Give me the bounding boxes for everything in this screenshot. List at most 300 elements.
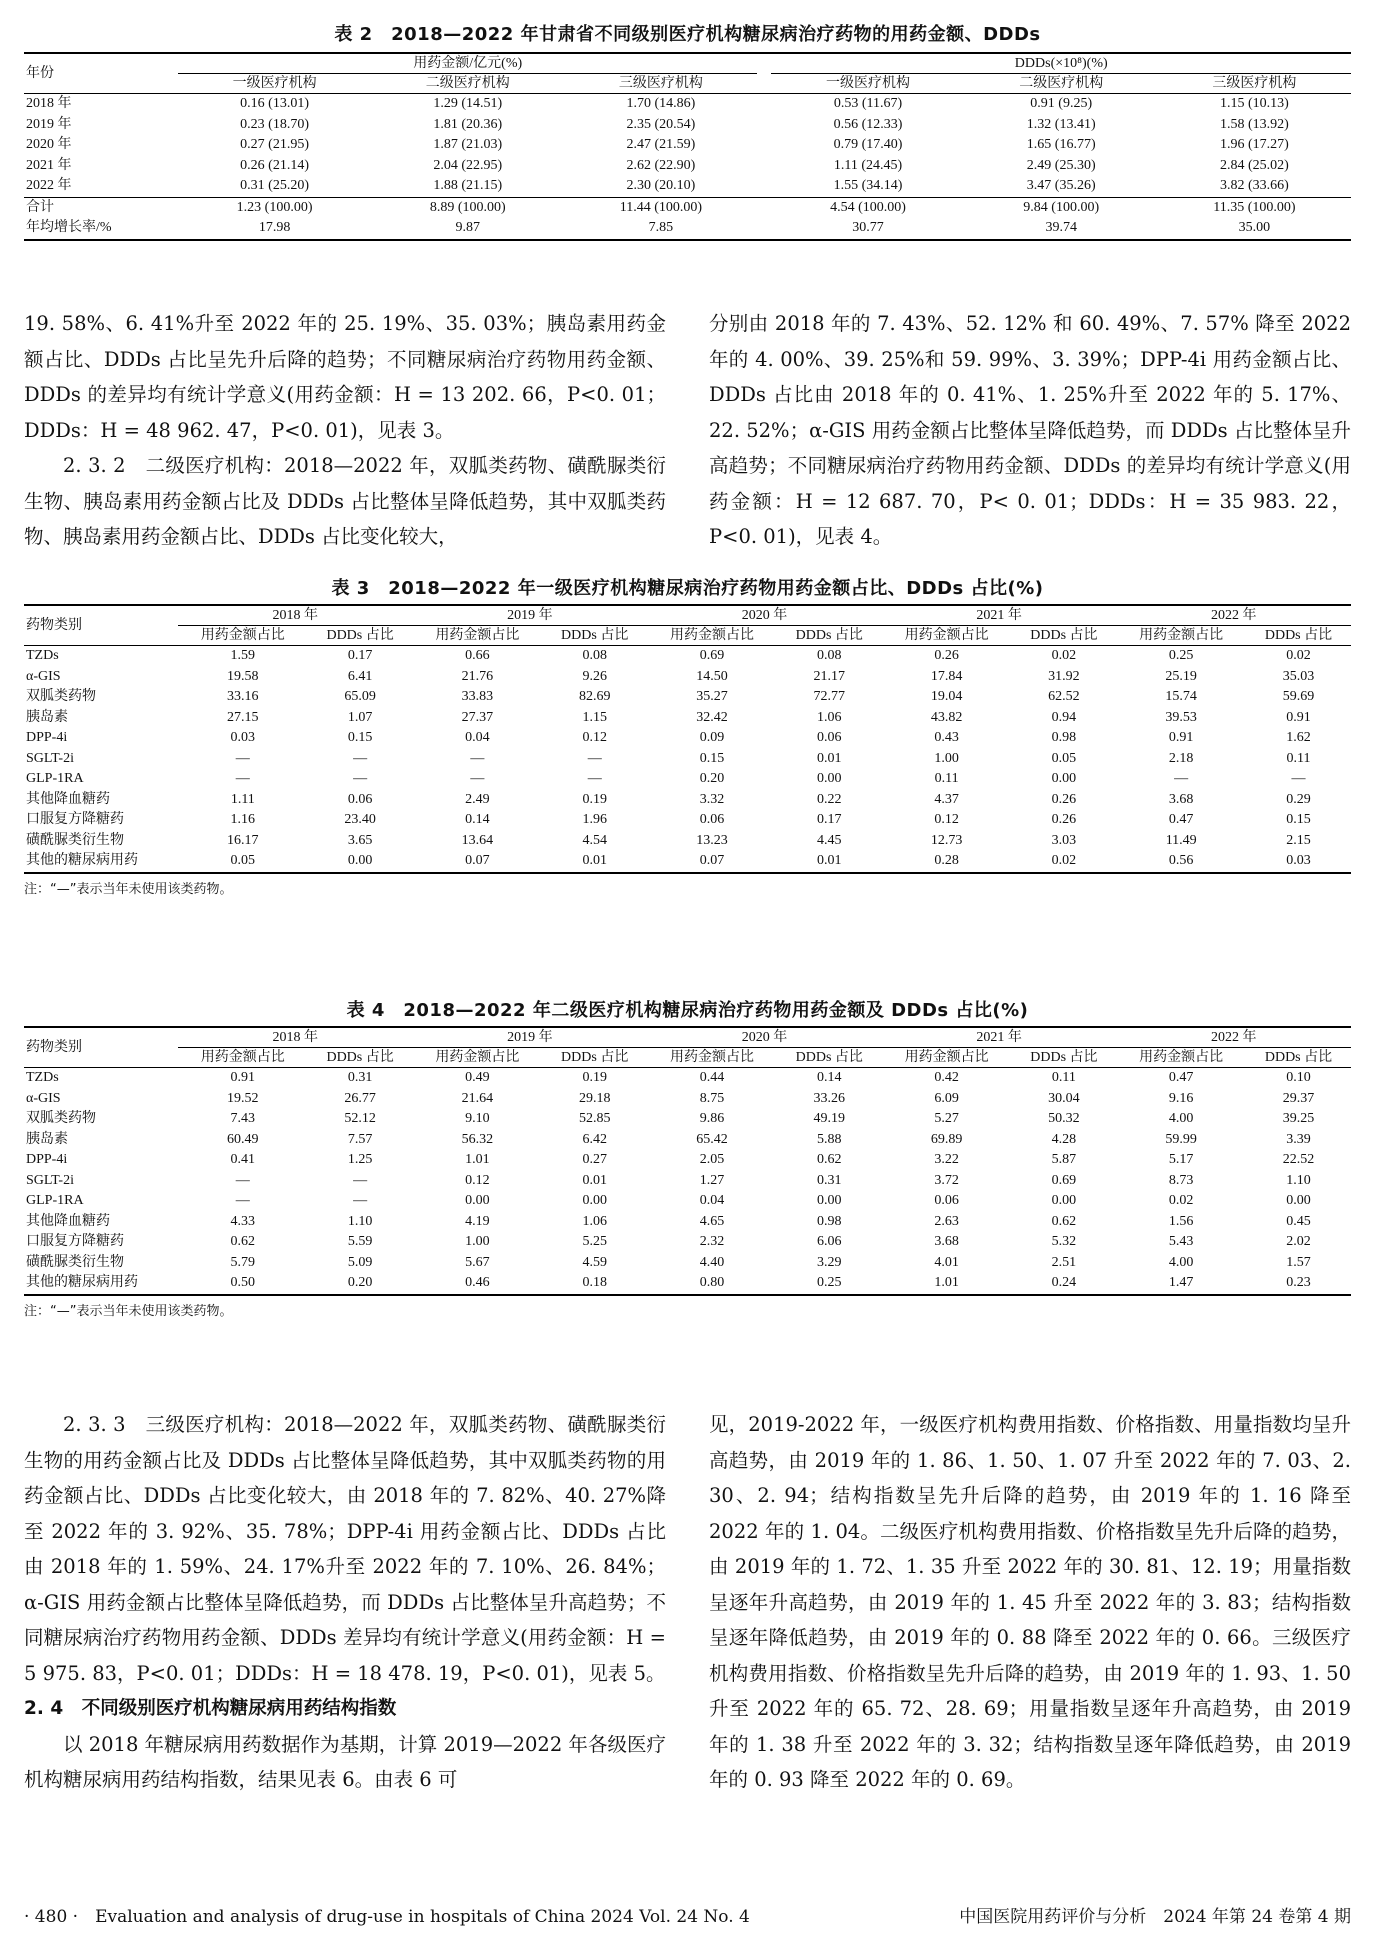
row-label: α-GIS — [26, 668, 61, 684]
table-cell: 1.81 (20.36) — [433, 116, 503, 132]
table-cell: 30.77 — [771, 218, 964, 240]
row-label: 双胍类药物 — [26, 689, 96, 704]
table4-sub-ddds: DDDs 占比 — [308, 1048, 413, 1068]
table-cell: — — [470, 771, 485, 786]
table-cell: 0.19 — [582, 1070, 607, 1085]
table-cell: 13.23 — [696, 832, 728, 848]
text-block-2-right — [709, 1407, 1351, 1798]
text-block-2-left — [24, 1407, 666, 1798]
table-cell: 31.92 — [1048, 668, 1080, 684]
table-3-caption: 表 3 2018—2022 年一级医疗机构糖尿病治疗药物用药金额占比、DDDs 占比(%) — [331, 578, 1044, 599]
paragraph: 见，2019-2022 年，一级医疗机构费用指数、价格指数、用量指数均呈升高趋势，由 2019 年的 1. 86、1. 50、1. 07 升至 2022 年的 7. 03、2. 30、2. 94；结构指数呈先升后降的趋势，由 2019 年的 1. 16 降至 2022 年的 1. 04。二级医疗机构费用指数、价格指数呈先升后降的趋势，由 2019 年的 1. 72、1. 35 升至 2022 年的 30. 81、12. 19；用量指数呈逐年升高趋势，由 2019 年的 1. 45 升至 2022 年的 3. 83；结构指数呈逐年降低趋势，由 2019 年的 0. 88 降至 2022 年的 0. 66。三级医疗机构费用指数、价格指数呈先升后降的趋势，由 2019 年的 1. 93、1. 50 升至 2022 年的 65. 72、28. 69；用量指数呈逐年升高趋势，由 2019 年的 1. 38 升至 2022 年的 3. 32；结构指数呈逐年降低趋势，由 2019 年的 0. 93 降至 2022 年的 0. 69。 — [709, 1413, 1351, 1791]
table-2-subheader: 三级医疗机构 — [1158, 74, 1351, 94]
table3-year-header: 2018 年 — [178, 605, 413, 626]
table-cell: 5.59 — [347, 1234, 373, 1249]
table-cell: 4.37 — [934, 791, 959, 807]
table4-drug-header: 药物类别 — [24, 1027, 178, 1068]
table-cell: 30.04 — [1048, 1090, 1080, 1106]
table-cell: 5.88 — [817, 1131, 842, 1147]
row-label: 合计 — [24, 197, 178, 218]
table-cell: 0.29 — [1286, 791, 1311, 807]
row-label: 口服复方降糖药 — [26, 812, 124, 827]
table-cell: 2.32 — [699, 1234, 725, 1249]
table-cell: 1.29 (14.51) — [433, 96, 503, 111]
table-cell: 69.89 — [930, 1131, 963, 1147]
table-row — [24, 1068, 1351, 1089]
table-cell: 0.01 — [777, 851, 882, 873]
table-cell: 3.47 (35.26) — [1026, 178, 1096, 193]
table-cell: 0.23 (18.70) — [240, 116, 309, 132]
table-cell: 12.73 — [930, 832, 963, 848]
table-cell: 26.77 — [344, 1090, 376, 1106]
table-cell: 0.45 — [1286, 1213, 1311, 1229]
row-label: 2022 年 — [26, 178, 72, 193]
table-2-gap — [757, 115, 771, 136]
journal-page — [24, 0, 1351, 1940]
table-cell: 1.87 (21.03) — [433, 137, 503, 152]
table-cell: 27.37 — [461, 709, 494, 725]
table-row — [24, 851, 1351, 873]
table-cell: 0.42 — [934, 1070, 959, 1085]
table-cell: 1.62 — [1286, 730, 1311, 745]
table-cell: 65.42 — [696, 1131, 728, 1147]
table-cell: — — [587, 771, 602, 786]
table-cell: — — [1174, 771, 1189, 786]
table-cell: 0.01 — [542, 851, 647, 873]
table-cell: 8.75 — [699, 1090, 725, 1106]
table-cell: 33.83 — [461, 689, 494, 704]
table-cell: 0.31 — [347, 1070, 373, 1085]
table-cell: 0.04 — [465, 730, 490, 745]
table-cell: 5.32 — [1051, 1234, 1077, 1249]
table-2-caption: 表 2 2018—2022 年甘肃省不同级别医疗机构糖尿病治疗药物的用药金额、DDDs — [334, 24, 1041, 45]
table-cell: 11.49 — [1165, 832, 1197, 848]
table4-sub-ddds: DDDs 占比 — [777, 1048, 882, 1068]
table3-sub-amount: 用药金额占比 — [1116, 626, 1246, 646]
table3-drug-header: 药物类别 — [24, 605, 178, 646]
table-cell: 9.87 — [371, 218, 564, 240]
table-cell: 1.27 — [699, 1172, 725, 1188]
table-cell: 0.91 — [1168, 730, 1194, 745]
table-cell: 2.62 (22.90) — [626, 157, 696, 173]
table3-sub-ddds: DDDs 占比 — [777, 626, 882, 646]
table-cell: 2.30 (20.10) — [626, 178, 696, 193]
table-cell: 0.06 — [817, 730, 842, 745]
table-cell: — — [235, 771, 250, 786]
table-cell: 0.02 — [1011, 851, 1116, 873]
table-cell: 1.11 (24.45) — [833, 157, 903, 173]
table4-year-header: 2018 年 — [178, 1027, 413, 1048]
table-cell: 21.17 — [813, 668, 846, 684]
table-cell: 0.28 — [882, 851, 1012, 873]
table-cell: 82.69 — [578, 689, 611, 704]
table-4-note: 注：“—”表示当年未使用该类药物。 — [24, 1303, 233, 1319]
table-row — [24, 1109, 1351, 1130]
table-cell: 29.18 — [578, 1090, 611, 1106]
table-cell: 56.32 — [461, 1131, 494, 1147]
table-2-gap — [757, 156, 771, 177]
table-cell: 2.15 — [1286, 832, 1311, 848]
table-cell: 1.65 (16.77) — [1026, 137, 1096, 152]
table-cell: 0.00 — [582, 1193, 607, 1208]
table-cell: 2.51 — [1051, 1254, 1077, 1270]
table3-sub-ddds: DDDs 占比 — [1011, 626, 1116, 646]
row-label: GLP-1RA — [26, 771, 84, 786]
table-2-subheader: 二级医疗机构 — [965, 74, 1158, 94]
table-cell: 0.11 — [934, 771, 959, 786]
table-row — [24, 197, 1351, 218]
table-cell: 1.25 — [347, 1152, 373, 1167]
table4-sub-amount: 用药金额占比 — [413, 1048, 543, 1068]
table-cell: 4.19 — [465, 1213, 490, 1229]
table-4 — [24, 1026, 1351, 1296]
table4-sub-ddds: DDDs 占比 — [542, 1048, 647, 1068]
table-cell: 0.62 — [817, 1152, 842, 1167]
row-label: TZDs — [26, 648, 59, 663]
row-label: 胰岛素 — [26, 709, 68, 725]
table-cell: 6.06 — [817, 1234, 842, 1249]
table-2 — [24, 52, 1351, 241]
table-cell: 0.41 — [230, 1152, 256, 1167]
table-cell: 3.39 — [1286, 1131, 1311, 1147]
table-cell: 3.82 (33.66) — [1219, 178, 1289, 193]
table-cell: 59.99 — [1165, 1131, 1197, 1147]
table-2-subheader: 一级医疗机构 — [771, 74, 964, 94]
table-cell: 0.18 — [542, 1273, 647, 1295]
table-cell: 0.27 — [582, 1152, 607, 1167]
table-cell: 2.63 — [934, 1213, 959, 1229]
table-row — [24, 1253, 1351, 1274]
table-cell: 1.06 — [817, 709, 842, 725]
row-label: 2019 年 — [26, 116, 72, 132]
table-cell: 1.10 — [1286, 1172, 1311, 1188]
table-cell: 52.85 — [578, 1111, 611, 1126]
table-cell: 0.15 — [1286, 812, 1311, 827]
row-label: 其他的糖尿病用药 — [24, 1273, 178, 1295]
table-cell: 3.32 — [699, 791, 725, 807]
table-cell: 0.00 — [1051, 1193, 1077, 1208]
table-cell: 22.52 — [1282, 1152, 1315, 1167]
table-cell: 2.47 (21.59) — [626, 137, 696, 152]
table-row — [24, 94, 1351, 115]
table-cell: 1.07 — [347, 709, 373, 725]
table-cell: 4.54 — [582, 832, 607, 848]
table-cell: 27.15 — [227, 709, 259, 725]
table-cell: 0.04 — [699, 1193, 725, 1208]
table-2-gap — [757, 135, 771, 156]
table-row — [24, 749, 1351, 770]
table-cell: 4.59 — [582, 1254, 607, 1270]
table-cell: 0.20 — [308, 1273, 413, 1295]
table-cell: 0.01 — [582, 1172, 607, 1188]
table-cell: 4.00 — [1168, 1111, 1194, 1126]
table-row — [24, 1191, 1351, 1212]
table3-sub-amount: 用药金额占比 — [413, 626, 543, 646]
table-cell: 52.12 — [344, 1111, 376, 1126]
table-cell: 0.53 (11.67) — [833, 96, 903, 111]
table-cell: 4.40 — [699, 1254, 725, 1270]
table-cell: 0.44 — [699, 1070, 725, 1085]
table-cell: 0.14 — [465, 812, 490, 827]
table-cell: 0.14 — [817, 1070, 842, 1085]
table-cell: 8.89 (100.00) — [371, 197, 564, 218]
table-row — [24, 1130, 1351, 1151]
table-cell: 0.56 (12.33) — [833, 116, 903, 132]
row-label: SGLT-2i — [26, 1172, 74, 1188]
table-cell: 4.00 — [1168, 1254, 1194, 1270]
table-cell: 1.96 — [582, 812, 607, 827]
table-cell: 9.84 (100.00) — [965, 197, 1158, 218]
table-cell: 6.42 — [582, 1131, 607, 1147]
table-cell: 0.98 — [1051, 730, 1077, 745]
table-cell: — — [235, 1193, 250, 1208]
table-cell: 72.77 — [813, 689, 846, 704]
table-cell: — — [1291, 771, 1306, 786]
table-cell: 0.03 — [230, 730, 256, 745]
table-cell: 33.16 — [227, 689, 259, 704]
table-2-gap — [757, 176, 771, 197]
table-cell: 5.43 — [1168, 1234, 1194, 1249]
table-cell: 2.04 (22.95) — [433, 157, 503, 173]
table-2-year-header: 年份 — [24, 53, 178, 94]
table-cell: 0.26 — [1051, 791, 1077, 807]
table-cell: 0.50 — [178, 1273, 308, 1295]
table-cell: 2.49 — [465, 791, 490, 807]
table-cell: 1.59 — [230, 648, 256, 663]
table-row — [24, 667, 1351, 688]
table-cell: 3.22 — [934, 1152, 959, 1167]
table-cell: — — [470, 750, 485, 766]
table-cell: 1.01 — [882, 1273, 1012, 1295]
table-cell: 7.85 — [564, 218, 757, 240]
table-cell: 1.70 (14.86) — [626, 96, 696, 111]
table4-year-header: 2019 年 — [413, 1027, 648, 1048]
row-label: GLP-1RA — [26, 1193, 84, 1208]
paragraph: 分别由 2018 年的 7. 43%、52. 12% 和 60. 49%、7. 57% 降至 2022 年的 4. 00%、39. 25%和 59. 99%、3. 39%；DPP-4i 用药金额占比、DDDs 占比由 2018 年的 0. 41%、1. 25%升至 2022 年的 5. 17%、22. 52%；α-GIS 用药金额占比整体呈降低趋势，而 DDDs 占比整体呈升高趋势；不同糖尿病治疗药物用药金额、DDDs 的差异均有统计学意义(用药金额：H = 12 687. 70，P< 0. 01；DDDs：H = 35 983. 22，P<0. 01)，见表 4。 — [709, 312, 1351, 548]
table-cell: 9.16 — [1168, 1090, 1194, 1106]
table4-year-header: 2021 年 — [882, 1027, 1117, 1048]
table-cell: 0.62 — [230, 1234, 256, 1249]
table-cell: 1.06 — [582, 1213, 607, 1229]
table-cell: 43.82 — [930, 709, 963, 725]
table-cell: 0.31 (25.20) — [240, 178, 309, 193]
paragraph: 以 2018 年糖尿病用药数据作为基期，计算 2019—2022 年各级医疗机构糖尿病用药结构指数，结果见表 6。由表 6 可 — [24, 1732, 666, 1791]
table-cell: 0.00 — [465, 1193, 490, 1208]
table-cell: 4.01 — [934, 1254, 959, 1270]
table-row — [24, 728, 1351, 749]
table-cell: 35.27 — [696, 689, 728, 704]
table-3 — [24, 604, 1351, 874]
table-cell: 0.17 — [347, 648, 373, 663]
table-2-gap — [757, 197, 771, 218]
table-cell: 0.02 — [1168, 1193, 1194, 1208]
table-cell: 5.79 — [230, 1254, 256, 1270]
table-cell: 14.50 — [696, 668, 728, 684]
table-cell: 2.84 (25.02) — [1219, 157, 1289, 173]
table-cell: 59.69 — [1282, 689, 1315, 704]
table3-sub-amount: 用药金额占比 — [178, 626, 308, 646]
table-cell: — — [353, 771, 368, 786]
table3-sub-ddds: DDDs 占比 — [1246, 626, 1351, 646]
table-cell: 4.65 — [699, 1213, 725, 1229]
table3-year-header: 2020 年 — [647, 605, 882, 626]
table-cell: 2.35 (20.54) — [626, 116, 696, 132]
table-cell: 0.47 — [1168, 812, 1194, 827]
row-label: 口服复方降糖药 — [26, 1234, 124, 1249]
table4-sub-amount: 用药金额占比 — [178, 1048, 308, 1068]
table-cell: 0.31 — [817, 1172, 842, 1188]
row-label: 2020 年 — [26, 137, 72, 152]
table3-year-header: 2019 年 — [413, 605, 648, 626]
table-cell: 32.42 — [696, 709, 728, 725]
table-cell: 0.00 — [308, 851, 413, 873]
footer-right: 中国医院用药评价与分析 2024 年第 24 卷第 4 期 — [959, 1907, 1351, 1927]
table-cell: 16.17 — [227, 832, 259, 848]
table-cell: 1.11 — [230, 791, 255, 807]
table-cell: 33.26 — [813, 1090, 846, 1106]
table-3-block — [24, 574, 1351, 897]
table-cell: 0.06 — [347, 791, 373, 807]
table-cell: 19.58 — [227, 668, 259, 684]
table-cell: 23.40 — [344, 812, 376, 827]
row-label: 双胍类药物 — [26, 1111, 96, 1126]
table-cell: 0.08 — [817, 648, 842, 663]
paragraph: 19. 58%、6. 41%升至 2022 年的 25. 19%、35. 03%；胰岛素用药金额占比、DDDs 占比呈先升后降的趋势；不同糖尿病治疗药物用药金额、DDDs 的差异均有统计学意义(用药金额：H = 13 202. 66，P<0. 01；DDDs：H = 48 962. 47，P<0. 01)，见表 3。 — [24, 312, 666, 442]
table3-year-header: 2022 年 — [1116, 605, 1351, 626]
table-cell: 4.54 (100.00) — [771, 197, 964, 218]
table-cell: 0.69 — [1051, 1172, 1077, 1188]
table-cell: 21.64 — [461, 1090, 494, 1106]
table-row — [24, 115, 1351, 136]
table-cell: — — [353, 1193, 368, 1208]
table-cell: 4.28 — [1051, 1131, 1077, 1147]
table-cell: 9.26 — [582, 668, 607, 684]
table-cell: 0.91 — [1286, 709, 1311, 725]
table-cell: 1.55 (34.14) — [833, 178, 903, 193]
section-2-3-3: 2. 3. 3 三级医疗机构：2018—2022 年，双胍类药物、磺酰脲类衍生物的用药金额占比及 DDDs 占比整体呈降低趋势，其中双胍类药物的用药金额占比、DDDs 占比变化较大，由 2018 年的 7. 82%、40. 27%降至 2022 年的 3. 92%、35. 78%；DPP-4i 用药金额占比、DDDs 占比由 2018 年的 1. 59%、24. 17%升至 2022 年的 7. 10%、26. 84%；α-GIS 用药金额占比整体呈降低趋势，而 DDDs 占比整体呈升高趋势；不同糖尿病治疗药物用药金额、DDDs 差异均有统计学意义(用药金额：H = 5 975. 83，P<0. 01；DDDs：H = 18 478. 19，P<0. 01)，见表 5。 — [24, 1413, 666, 1685]
table-cell: 0.11 — [1286, 750, 1311, 766]
table-cell: 1.10 — [347, 1213, 373, 1229]
row-label: 其他降血糖药 — [26, 791, 110, 807]
table-row — [24, 1232, 1351, 1253]
table-cell: 0.03 — [1246, 851, 1351, 873]
table4-sub-amount: 用药金额占比 — [647, 1048, 777, 1068]
table-cell: 11.35 (100.00) — [1158, 197, 1351, 218]
table-cell: 0.23 — [1246, 1273, 1351, 1295]
table-cell: 9.10 — [465, 1111, 490, 1126]
table-cell: 1.32 (13.41) — [1026, 116, 1096, 132]
table-row — [24, 646, 1351, 667]
table-cell: 0.00 — [1286, 1193, 1311, 1208]
table-cell: 0.11 — [1051, 1070, 1076, 1085]
table-cell: 0.43 — [934, 730, 959, 745]
table-cell: 0.17 — [817, 812, 842, 827]
table-cell: 8.73 — [1168, 1172, 1194, 1188]
table-row — [24, 1212, 1351, 1233]
table-cell: 0.25 — [1168, 648, 1194, 663]
table-cell: 6.41 — [347, 668, 373, 684]
table-2-subheader: 三级医疗机构 — [564, 74, 757, 94]
table-2-block — [24, 20, 1351, 241]
table-cell: 1.23 (100.00) — [178, 197, 371, 218]
table-cell: 0.79 (17.40) — [833, 137, 903, 152]
table-cell: 19.52 — [227, 1090, 259, 1106]
table-cell: 0.46 — [413, 1273, 543, 1295]
table-cell: 0.05 — [178, 851, 308, 873]
table-cell: 0.26 — [934, 648, 959, 663]
table-cell: 39.25 — [1282, 1111, 1315, 1126]
table-cell: 35.00 — [1158, 218, 1351, 240]
table-row — [24, 831, 1351, 852]
table-cell: 0.06 — [934, 1193, 959, 1208]
table-cell: 50.32 — [1048, 1111, 1080, 1126]
table-cell: 0.66 — [465, 648, 490, 663]
table-cell: 0.56 — [1116, 851, 1246, 873]
table-2-group-ddds: DDDs(×10⁸)(%) — [771, 53, 1351, 74]
text-block-1-left — [24, 306, 666, 555]
table-2-gap — [757, 94, 771, 115]
table-cell: 1.15 (10.13) — [1219, 96, 1289, 111]
table-row — [24, 1273, 1351, 1295]
table-cell: 1.47 — [1116, 1273, 1246, 1295]
table-row — [24, 687, 1351, 708]
table-cell: 5.87 — [1051, 1152, 1077, 1167]
table-2-gap — [757, 218, 771, 240]
table4-sub-amount: 用药金额占比 — [1116, 1048, 1246, 1068]
table-cell: 0.24 — [1011, 1273, 1116, 1295]
row-label: 胰岛素 — [26, 1131, 68, 1147]
table-cell: 0.22 — [817, 791, 842, 807]
row-label: 磺酰脲类衍生物 — [26, 1254, 124, 1270]
section-2-4-heading: 2. 4 不同级别医疗机构糖尿病用药结构指数 — [24, 1698, 397, 1719]
table-cell: 1.88 (21.15) — [433, 178, 503, 193]
table-cell: 39.53 — [1165, 709, 1197, 725]
table-cell: 7.57 — [347, 1131, 373, 1147]
table-cell: 0.05 — [1051, 750, 1077, 766]
table-cell: 0.26 — [1051, 812, 1077, 827]
table-cell: 6.09 — [934, 1090, 959, 1106]
table-cell: 0.20 — [699, 771, 725, 786]
table-cell: 2.02 — [1286, 1234, 1311, 1249]
table-cell: 65.09 — [344, 689, 376, 704]
table3-sub-ddds: DDDs 占比 — [308, 626, 413, 646]
table-cell: 4.33 — [230, 1213, 256, 1229]
table-cell: 0.69 — [699, 648, 725, 663]
table-row — [24, 790, 1351, 811]
table-cell: 0.00 — [1051, 771, 1077, 786]
table-cell: 60.49 — [227, 1131, 259, 1147]
table-cell: 0.47 — [1168, 1070, 1194, 1085]
row-label: DPP-4i — [26, 730, 68, 745]
table-cell: 4.45 — [817, 832, 842, 848]
table-cell: 0.09 — [699, 730, 725, 745]
table-cell: 0.98 — [817, 1213, 842, 1229]
table-cell: 0.15 — [347, 730, 373, 745]
table-cell: 1.57 — [1286, 1254, 1311, 1270]
table-cell: 0.15 — [699, 750, 725, 766]
table-cell: 29.37 — [1282, 1090, 1315, 1106]
table-cell: 0.26 (21.14) — [240, 157, 309, 173]
table-cell: 1.15 — [582, 709, 607, 725]
table-cell: 0.12 — [934, 812, 959, 827]
table-2-group-amount: 用药金额/亿元(%) — [178, 53, 757, 74]
table-row — [24, 1089, 1351, 1110]
table-cell: 1.00 — [934, 750, 959, 766]
table-cell: 13.64 — [461, 832, 494, 848]
table3-sub-amount: 用药金额占比 — [882, 626, 1012, 646]
table-cell: 2.18 — [1168, 750, 1194, 766]
table-cell: 19.04 — [930, 689, 963, 704]
